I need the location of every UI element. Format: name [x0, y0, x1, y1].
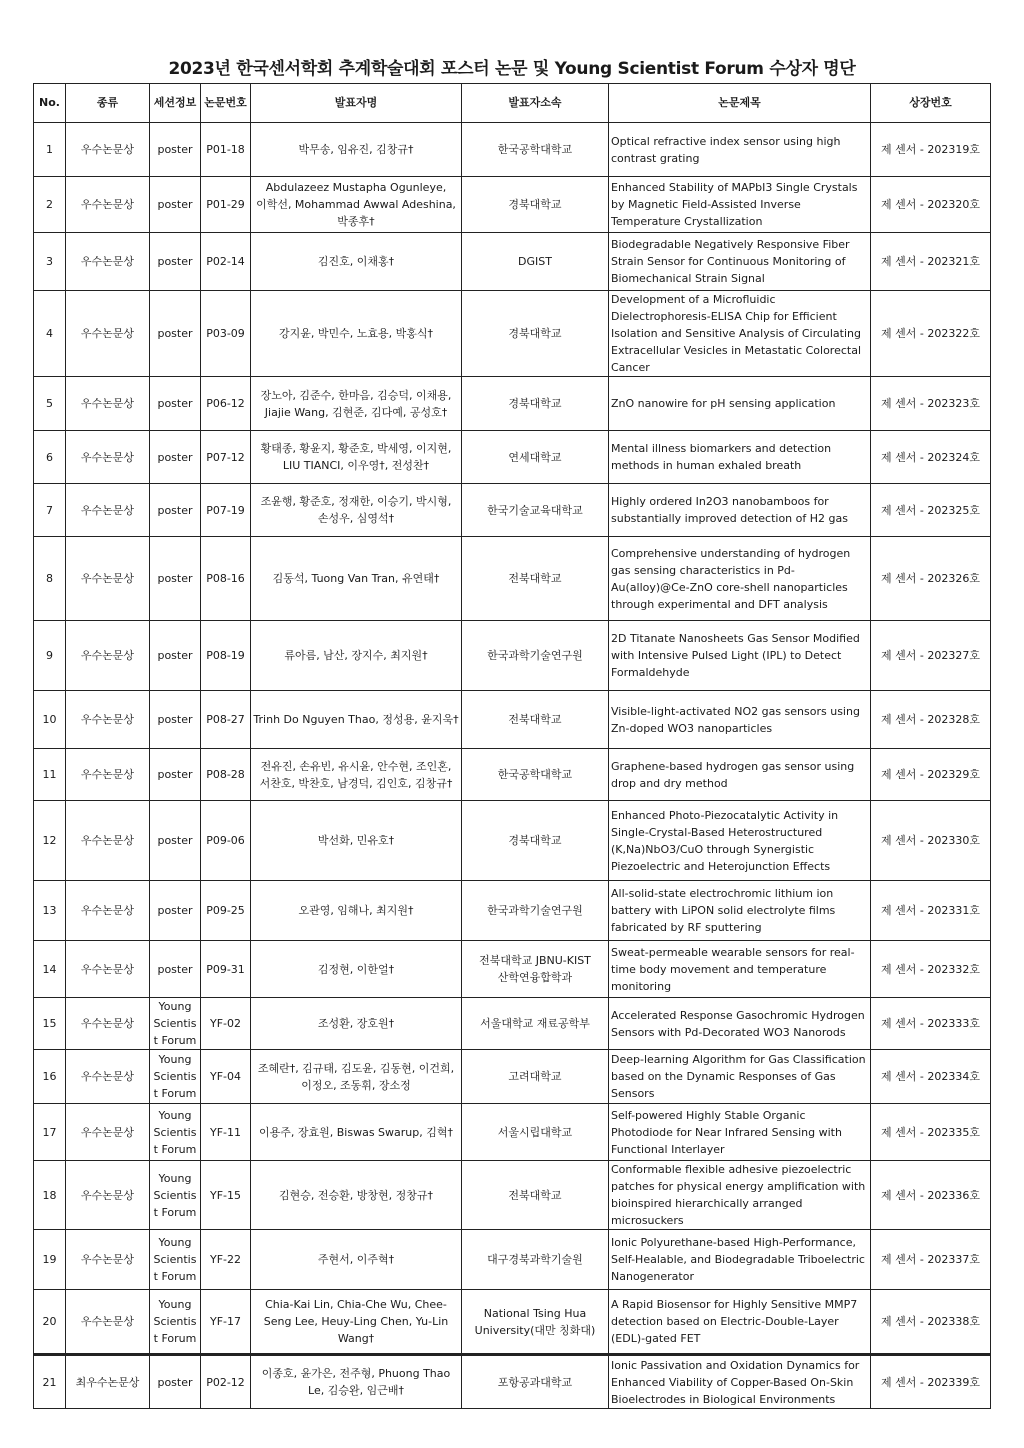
cell-paper-no: P09-06	[201, 801, 251, 881]
cell-presenters: 박무송, 임유진, 김창규†	[251, 123, 462, 177]
table-row	[34, 941, 991, 998]
header-award-no: 상장번호	[871, 84, 991, 123]
header-presenters: 발표자명	[251, 84, 462, 123]
cell-award-no: 제 센서 - 202325호	[871, 484, 991, 537]
cell-type: 우수논문상	[66, 484, 150, 537]
table-row	[34, 377, 991, 431]
table-row	[34, 291, 991, 377]
cell-session: Young Scientist Forum	[150, 1104, 201, 1161]
page-title: 2023년 한국센서학회 추계학술대회 포스터 논문 및 Young Scientist Forum 수상자 명단	[168, 59, 856, 79]
cell-paper-no: YF-15	[201, 1161, 251, 1230]
header-paper-title: 논문제목	[609, 84, 871, 123]
cell-type: 우수논문상	[66, 537, 150, 621]
cell-no: 21	[34, 1355, 66, 1409]
cell-presenters: 김현승, 전승환, 방창현, 정창규†	[251, 1161, 462, 1230]
table-row	[34, 1161, 991, 1230]
cell-type: 우수논문상	[66, 1161, 150, 1230]
table-row	[34, 233, 991, 291]
cell-type: 우수논문상	[66, 1290, 150, 1355]
cell-no: 3	[34, 233, 66, 291]
cell-affiliation: 고려대학교	[462, 1050, 609, 1104]
cell-paper-no: P08-28	[201, 749, 251, 801]
cell-session: Young Scientist Forum	[150, 1050, 201, 1104]
cell-presenters: 이용주, 장효원, Biswas Swarup, 김혁†	[251, 1104, 462, 1161]
cell-award-no: 제 센서 - 202327호	[871, 621, 991, 691]
cell-presenters: 황태종, 황윤지, 황준호, 박세영, 이지현, LIU TIANCI, 이우영†, 전성찬†	[251, 431, 462, 484]
cell-affiliation: 전북대학교	[462, 691, 609, 749]
cell-award-no: 제 센서 - 202322호	[871, 291, 991, 377]
cell-paper-no: P07-19	[201, 484, 251, 537]
cell-session: poster	[150, 177, 201, 233]
cell-type: 우수논문상	[66, 123, 150, 177]
cell-session: Young Scientist Forum	[150, 1290, 201, 1355]
table-row	[34, 621, 991, 691]
cell-affiliation: 한국과학기술연구원	[462, 881, 609, 941]
table-row	[34, 177, 991, 233]
cell-session: Young Scientist Forum	[150, 998, 201, 1050]
cell-award-no: 제 센서 - 202331호	[871, 881, 991, 941]
cell-session: poster	[150, 484, 201, 537]
cell-type: 우수논문상	[66, 941, 150, 998]
cell-paper-title: Self-powered Highly Stable Organic Photodiode for Near Infrared Sensing with Functional Interlayer	[609, 1104, 871, 1161]
cell-affiliation: 경북대학교	[462, 177, 609, 233]
cell-no: 17	[34, 1104, 66, 1161]
cell-paper-no: P08-16	[201, 537, 251, 621]
cell-award-no: 제 센서 - 202320호	[871, 177, 991, 233]
cell-paper-title: Enhanced Photo-Piezocatalytic Activity in Single-Crystal-Based Heterostructured (K,Na)NbO3/CuO through Synergistic Piezoelectric and Heterojunction Effects	[609, 801, 871, 881]
header-affiliation: 발표자소속	[462, 84, 609, 123]
cell-session: poster	[150, 1355, 201, 1409]
table-row	[34, 1290, 991, 1355]
cell-paper-title: Comprehensive understanding of hydrogen gas sensing characteristics in Pd-Au(alloy)@Ce-ZnO core-shell nanoparticles through experimental and DFT analysis	[609, 537, 871, 621]
cell-type: 우수논문상	[66, 998, 150, 1050]
cell-paper-no: P08-19	[201, 621, 251, 691]
cell-no: 12	[34, 801, 66, 881]
table-row	[34, 998, 991, 1050]
cell-no: 14	[34, 941, 66, 998]
cell-paper-no: P08-27	[201, 691, 251, 749]
cell-session: poster	[150, 621, 201, 691]
table-row	[34, 1230, 991, 1290]
cell-type: 우수논문상	[66, 431, 150, 484]
cell-paper-title: Development of a Microfluidic Dielectrophoresis-ELISA Chip for Efficient Isolation and Sensitive Analysis of Circulating Extracellular Vesicles in Metastatic Colorectal Cancer	[609, 291, 871, 377]
cell-paper-no: P02-12	[201, 1355, 251, 1409]
cell-award-no: 제 센서 - 202337호	[871, 1230, 991, 1290]
cell-no: 1	[34, 123, 66, 177]
cell-paper-title: Ionic Passivation and Oxidation Dynamics for Enhanced Viability of Copper-Based On-Skin Bioelectrodes in Biological Environments	[609, 1355, 871, 1409]
cell-type: 우수논문상	[66, 749, 150, 801]
cell-award-no: 제 센서 - 202330호	[871, 801, 991, 881]
cell-paper-title: Deep-learning Algorithm for Gas Classification based on the Dynamic Responses of Gas Sensors	[609, 1050, 871, 1104]
cell-presenters: 이종호, 윤가은, 전주형, Phuong Thao Le, 김승완, 임근배†	[251, 1355, 462, 1409]
cell-presenters: 류아름, 남산, 장지수, 최지원†	[251, 621, 462, 691]
cell-no: 16	[34, 1050, 66, 1104]
cell-session: Young Scientist Forum	[150, 1161, 201, 1230]
cell-type: 우수논문상	[66, 881, 150, 941]
cell-paper-title: Optical refractive index sensor using high contrast grating	[609, 123, 871, 177]
cell-no: 8	[34, 537, 66, 621]
cell-session: poster	[150, 691, 201, 749]
cell-paper-no: P03-09	[201, 291, 251, 377]
cell-session: poster	[150, 881, 201, 941]
header-paper-no: 논문번호	[201, 84, 251, 123]
cell-no: 11	[34, 749, 66, 801]
cell-session: poster	[150, 537, 201, 621]
cell-session: poster	[150, 123, 201, 177]
table-row	[34, 484, 991, 537]
cell-type: 우수논문상	[66, 177, 150, 233]
cell-paper-title: 2D Titanate Nanosheets Gas Sensor Modified with Intensive Pulsed Light (IPL) to Detect Formaldehyde	[609, 621, 871, 691]
cell-paper-no: P02-14	[201, 233, 251, 291]
cell-paper-title: Ionic Polyurethane-based High-Performance, Self-Healable, and Biodegradable Triboelectric Nanogenerator	[609, 1230, 871, 1290]
table-row	[34, 123, 991, 177]
table-row	[34, 801, 991, 881]
cell-paper-no: P09-31	[201, 941, 251, 998]
cell-type: 우수논문상	[66, 377, 150, 431]
cell-presenters: 조윤행, 황준호, 정재한, 이승기, 박시형, 손성우, 심영석†	[251, 484, 462, 537]
cell-presenters: 장노아, 김준수, 한마음, 김승덕, 이채용, Jiajie Wang, 김현준, 김다예, 공성호†	[251, 377, 462, 431]
cell-presenters: Abdulazeez Mustapha Ogunleye, 이학선, Mohammad Awwal Adeshina, 박종후†	[251, 177, 462, 233]
cell-affiliation: 대구경북과학기술원	[462, 1230, 609, 1290]
cell-type: 우수논문상	[66, 1104, 150, 1161]
cell-session: poster	[150, 801, 201, 881]
cell-paper-title: ZnO nanowire for pH sensing application	[609, 377, 871, 431]
cell-affiliation: National Tsing Hua University(대만 칭화대)	[462, 1290, 609, 1355]
cell-session: Young Scientist Forum	[150, 1230, 201, 1290]
cell-affiliation: 한국공학대학교	[462, 749, 609, 801]
cell-award-no: 제 센서 - 202329호	[871, 749, 991, 801]
cell-affiliation: 경북대학교	[462, 801, 609, 881]
cell-paper-title: Enhanced Stability of MAPbI3 Single Crystals by Magnetic Field-Assisted Inverse Temperature Crystallization	[609, 177, 871, 233]
cell-paper-no: YF-11	[201, 1104, 251, 1161]
cell-affiliation: 서울대학교 재료공학부	[462, 998, 609, 1050]
cell-affiliation: 포항공과대학교	[462, 1355, 609, 1409]
cell-presenters: 오관영, 임해나, 최지원†	[251, 881, 462, 941]
cell-paper-title: All-solid-state electrochromic lithium ion battery with LiPON solid electrolyte films fabricated by RF sputtering	[609, 881, 871, 941]
cell-paper-no: YF-02	[201, 998, 251, 1050]
cell-paper-title: Highly ordered In2O3 nanobamboos for substantially improved detection of H2 gas	[609, 484, 871, 537]
cell-award-no: 제 센서 - 202333호	[871, 998, 991, 1050]
cell-paper-title: Biodegradable Negatively Responsive Fiber Strain Sensor for Continuous Monitoring of Biomechanical Strain Signal	[609, 233, 871, 291]
cell-paper-title: Visible-light-activated NO2 gas sensors using Zn-doped WO3 nanoparticles	[609, 691, 871, 749]
cell-award-no: 제 센서 - 202336호	[871, 1161, 991, 1230]
cell-affiliation: 전북대학교	[462, 1161, 609, 1230]
cell-no: 13	[34, 881, 66, 941]
cell-no: 5	[34, 377, 66, 431]
cell-presenters: 김정현, 이한얼†	[251, 941, 462, 998]
cell-affiliation: 한국과학기술연구원	[462, 621, 609, 691]
cell-paper-no: YF-04	[201, 1050, 251, 1104]
cell-paper-title: Mental illness biomarkers and detection methods in human exhaled breath	[609, 431, 871, 484]
table-row	[34, 1104, 991, 1161]
cell-type: 우수논문상	[66, 291, 150, 377]
cell-no: 4	[34, 291, 66, 377]
cell-paper-no: YF-22	[201, 1230, 251, 1290]
cell-type: 최우수논문상	[66, 1355, 150, 1409]
cell-session: poster	[150, 233, 201, 291]
cell-type: 우수논문상	[66, 621, 150, 691]
cell-session: poster	[150, 941, 201, 998]
cell-paper-no: P01-29	[201, 177, 251, 233]
cell-presenters: 김진호, 이채홍†	[251, 233, 462, 291]
cell-presenters: 강지윤, 박민수, 노효용, 박홍식†	[251, 291, 462, 377]
cell-award-no: 제 센서 - 202319호	[871, 123, 991, 177]
cell-session: poster	[150, 291, 201, 377]
cell-affiliation: 한국공학대학교	[462, 123, 609, 177]
cell-type: 우수논문상	[66, 233, 150, 291]
cell-affiliation: 한국기술교육대학교	[462, 484, 609, 537]
cell-award-no: 제 센서 - 202323호	[871, 377, 991, 431]
cell-paper-title: Graphene-based hydrogen gas sensor using drop and dry method	[609, 749, 871, 801]
cell-presenters: 전유진, 손유빈, 유시윤, 안수현, 조인혼, 서찬호, 박찬호, 남경덕, 김인호, 김창규†	[251, 749, 462, 801]
table-row	[34, 749, 991, 801]
cell-type: 우수논문상	[66, 801, 150, 881]
cell-session: poster	[150, 431, 201, 484]
cell-type: 우수논문상	[66, 1050, 150, 1104]
cell-session: poster	[150, 377, 201, 431]
cell-type: 우수논문상	[66, 1230, 150, 1290]
table-row	[34, 881, 991, 941]
table-header-row	[34, 84, 991, 123]
cell-paper-title: Accelerated Response Gasochromic Hydrogen Sensors with Pd-Decorated WO3 Nanorods	[609, 998, 871, 1050]
cell-no: 10	[34, 691, 66, 749]
table-row	[34, 431, 991, 484]
cell-presenters: 조혜란†, 김규태, 김도윤, 김동현, 이건희, 이정오, 조동휘, 장소정	[251, 1050, 462, 1104]
cell-no: 15	[34, 998, 66, 1050]
cell-award-no: 제 센서 - 202335호	[871, 1104, 991, 1161]
cell-paper-title: Sweat-permeable wearable sensors for real-time body movement and temperature monitoring	[609, 941, 871, 998]
table-row	[34, 537, 991, 621]
cell-award-no: 제 센서 - 202334호	[871, 1050, 991, 1104]
cell-affiliation: 서울시립대학교	[462, 1104, 609, 1161]
cell-award-no: 제 센서 - 202324호	[871, 431, 991, 484]
cell-paper-no: P06-12	[201, 377, 251, 431]
cell-award-no: 제 센서 - 202328호	[871, 691, 991, 749]
cell-paper-no: P09-25	[201, 881, 251, 941]
cell-type: 우수논문상	[66, 691, 150, 749]
cell-award-no: 제 센서 - 202332호	[871, 941, 991, 998]
cell-affiliation: 연세대학교	[462, 431, 609, 484]
cell-presenters: 김동석, Tuong Van Tran, 유연태†	[251, 537, 462, 621]
cell-presenters: 박선화, 민유호†	[251, 801, 462, 881]
cell-no: 20	[34, 1290, 66, 1355]
cell-no: 2	[34, 177, 66, 233]
awards-table	[33, 83, 991, 1409]
table-row	[34, 1050, 991, 1104]
cell-presenters: 조성환, 장호원†	[251, 998, 462, 1050]
cell-affiliation: DGIST	[462, 233, 609, 291]
cell-paper-no: P01-18	[201, 123, 251, 177]
cell-affiliation: 경북대학교	[462, 377, 609, 431]
cell-award-no: 제 센서 - 202338호	[871, 1290, 991, 1355]
table-row	[34, 1355, 991, 1409]
cell-no: 6	[34, 431, 66, 484]
header-type: 종류	[66, 84, 150, 123]
cell-session: poster	[150, 749, 201, 801]
cell-paper-title: A Rapid Biosensor for Highly Sensitive MMP7 detection based on Electric-Double-Layer (EDL)-gated FET	[609, 1290, 871, 1355]
header-no: No.	[34, 84, 66, 123]
cell-award-no: 제 센서 - 202339호	[871, 1355, 991, 1409]
cell-no: 19	[34, 1230, 66, 1290]
cell-presenters: 주현서, 이주혁†	[251, 1230, 462, 1290]
cell-no: 7	[34, 484, 66, 537]
table-row	[34, 691, 991, 749]
cell-presenters: Trinh Do Nguyen Thao, 정성용, 윤지욱†	[251, 691, 462, 749]
cell-presenters: Chia-Kai Lin, Chia-Che Wu, Chee-Seng Lee, Heuy-Ling Chen, Yu-Lin Wang†	[251, 1290, 462, 1355]
cell-award-no: 제 센서 - 202326호	[871, 537, 991, 621]
header-session: 세션정보	[150, 84, 201, 123]
cell-paper-no: YF-17	[201, 1290, 251, 1355]
cell-paper-title: Conformable flexible adhesive piezoelectric patches for physical energy amplification with bioinspired hierarchically arranged microsuckers	[609, 1161, 871, 1230]
cell-award-no: 제 센서 - 202321호	[871, 233, 991, 291]
cell-no: 18	[34, 1161, 66, 1230]
cell-affiliation: 전북대학교 JBNU-KIST 산학연융합학과	[462, 941, 609, 998]
cell-no: 9	[34, 621, 66, 691]
cell-paper-no: P07-12	[201, 431, 251, 484]
cell-affiliation: 경북대학교	[462, 291, 609, 377]
cell-affiliation: 전북대학교	[462, 537, 609, 621]
